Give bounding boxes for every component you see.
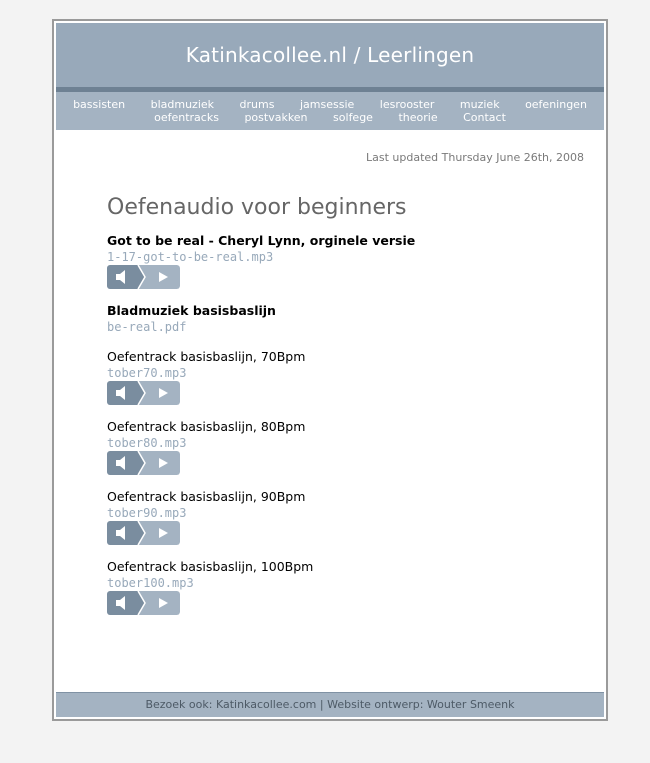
audio-player-button[interactable] — [107, 591, 180, 615]
audio-item — [107, 559, 527, 615]
last-updated: Last updated Thursday June 26th, 2008 — [365, 151, 584, 164]
site-title: Katinkacollee.nl / Leerlingen — [185, 43, 475, 67]
item-title: Oefentrack basisbaslijn, 100Bpm — [107, 559, 314, 574]
nav-link-theorie[interactable]: theorie — [398, 111, 438, 124]
nav-link-contact[interactable]: Contact — [463, 111, 506, 124]
audio-list — [107, 233, 527, 615]
page-heading: Oefenaudio voor beginners — [107, 195, 407, 220]
nav-row-2 — [56, 111, 604, 124]
file-link[interactable]: tober70.mp3 — [107, 366, 187, 380]
audio-player-button[interactable] — [107, 451, 180, 475]
file-link[interactable]: tober80.mp3 — [107, 436, 187, 450]
site-footer: Bezoek ook: Katinkacollee.com | Website ontwerp: Wouter Smeenk — [56, 692, 604, 717]
main-content — [107, 195, 527, 629]
nav-link-lesrooster[interactable]: lesrooster — [379, 98, 435, 111]
audio-item — [107, 233, 527, 289]
audio-player-button[interactable] — [107, 521, 180, 545]
site-header — [56, 23, 604, 92]
audio-player-button[interactable] — [107, 381, 180, 405]
file-link[interactable]: tober90.mp3 — [107, 506, 187, 520]
nav-link-bassisten[interactable]: bassisten — [73, 98, 126, 111]
file-link[interactable]: 1-17-got-to-be-real.mp3 — [107, 250, 274, 264]
nav-link-muziek[interactable]: muziek — [459, 98, 500, 111]
page-container — [56, 23, 604, 717]
item-title: Oefentrack basisbaslijn, 70Bpm — [107, 349, 306, 364]
nav-link-drums[interactable]: drums — [239, 98, 275, 111]
nav-link-bladmuziek[interactable]: bladmuziek — [150, 98, 215, 111]
nav-link-oefentracks[interactable]: oefentracks — [154, 111, 219, 124]
audio-item — [107, 419, 527, 475]
nav-link-jamsessie[interactable]: jamsessie — [299, 98, 355, 111]
item-title: Bladmuziek basisbaslijn — [107, 303, 276, 318]
item-title: Got to be real - Cheryl Lynn, orginele versie — [107, 233, 416, 248]
page-frame — [52, 19, 608, 721]
nav-link-oefeningen[interactable]: oefeningen — [525, 98, 587, 111]
audio-player-button[interactable] — [107, 265, 180, 289]
main-navigation — [56, 92, 604, 130]
nav-row-1 — [56, 98, 604, 111]
audio-item — [107, 303, 527, 335]
item-title: Oefentrack basisbaslijn, 90Bpm — [107, 489, 306, 504]
audio-item — [107, 489, 527, 545]
nav-link-solfege[interactable]: solfege — [333, 111, 373, 124]
audio-item — [107, 349, 527, 405]
file-link[interactable]: be-real.pdf — [107, 320, 187, 334]
item-title: Oefentrack basisbaslijn, 80Bpm — [107, 419, 306, 434]
nav-link-postvakken[interactable]: postvakken — [244, 111, 308, 124]
file-link[interactable]: tober100.mp3 — [107, 576, 194, 590]
